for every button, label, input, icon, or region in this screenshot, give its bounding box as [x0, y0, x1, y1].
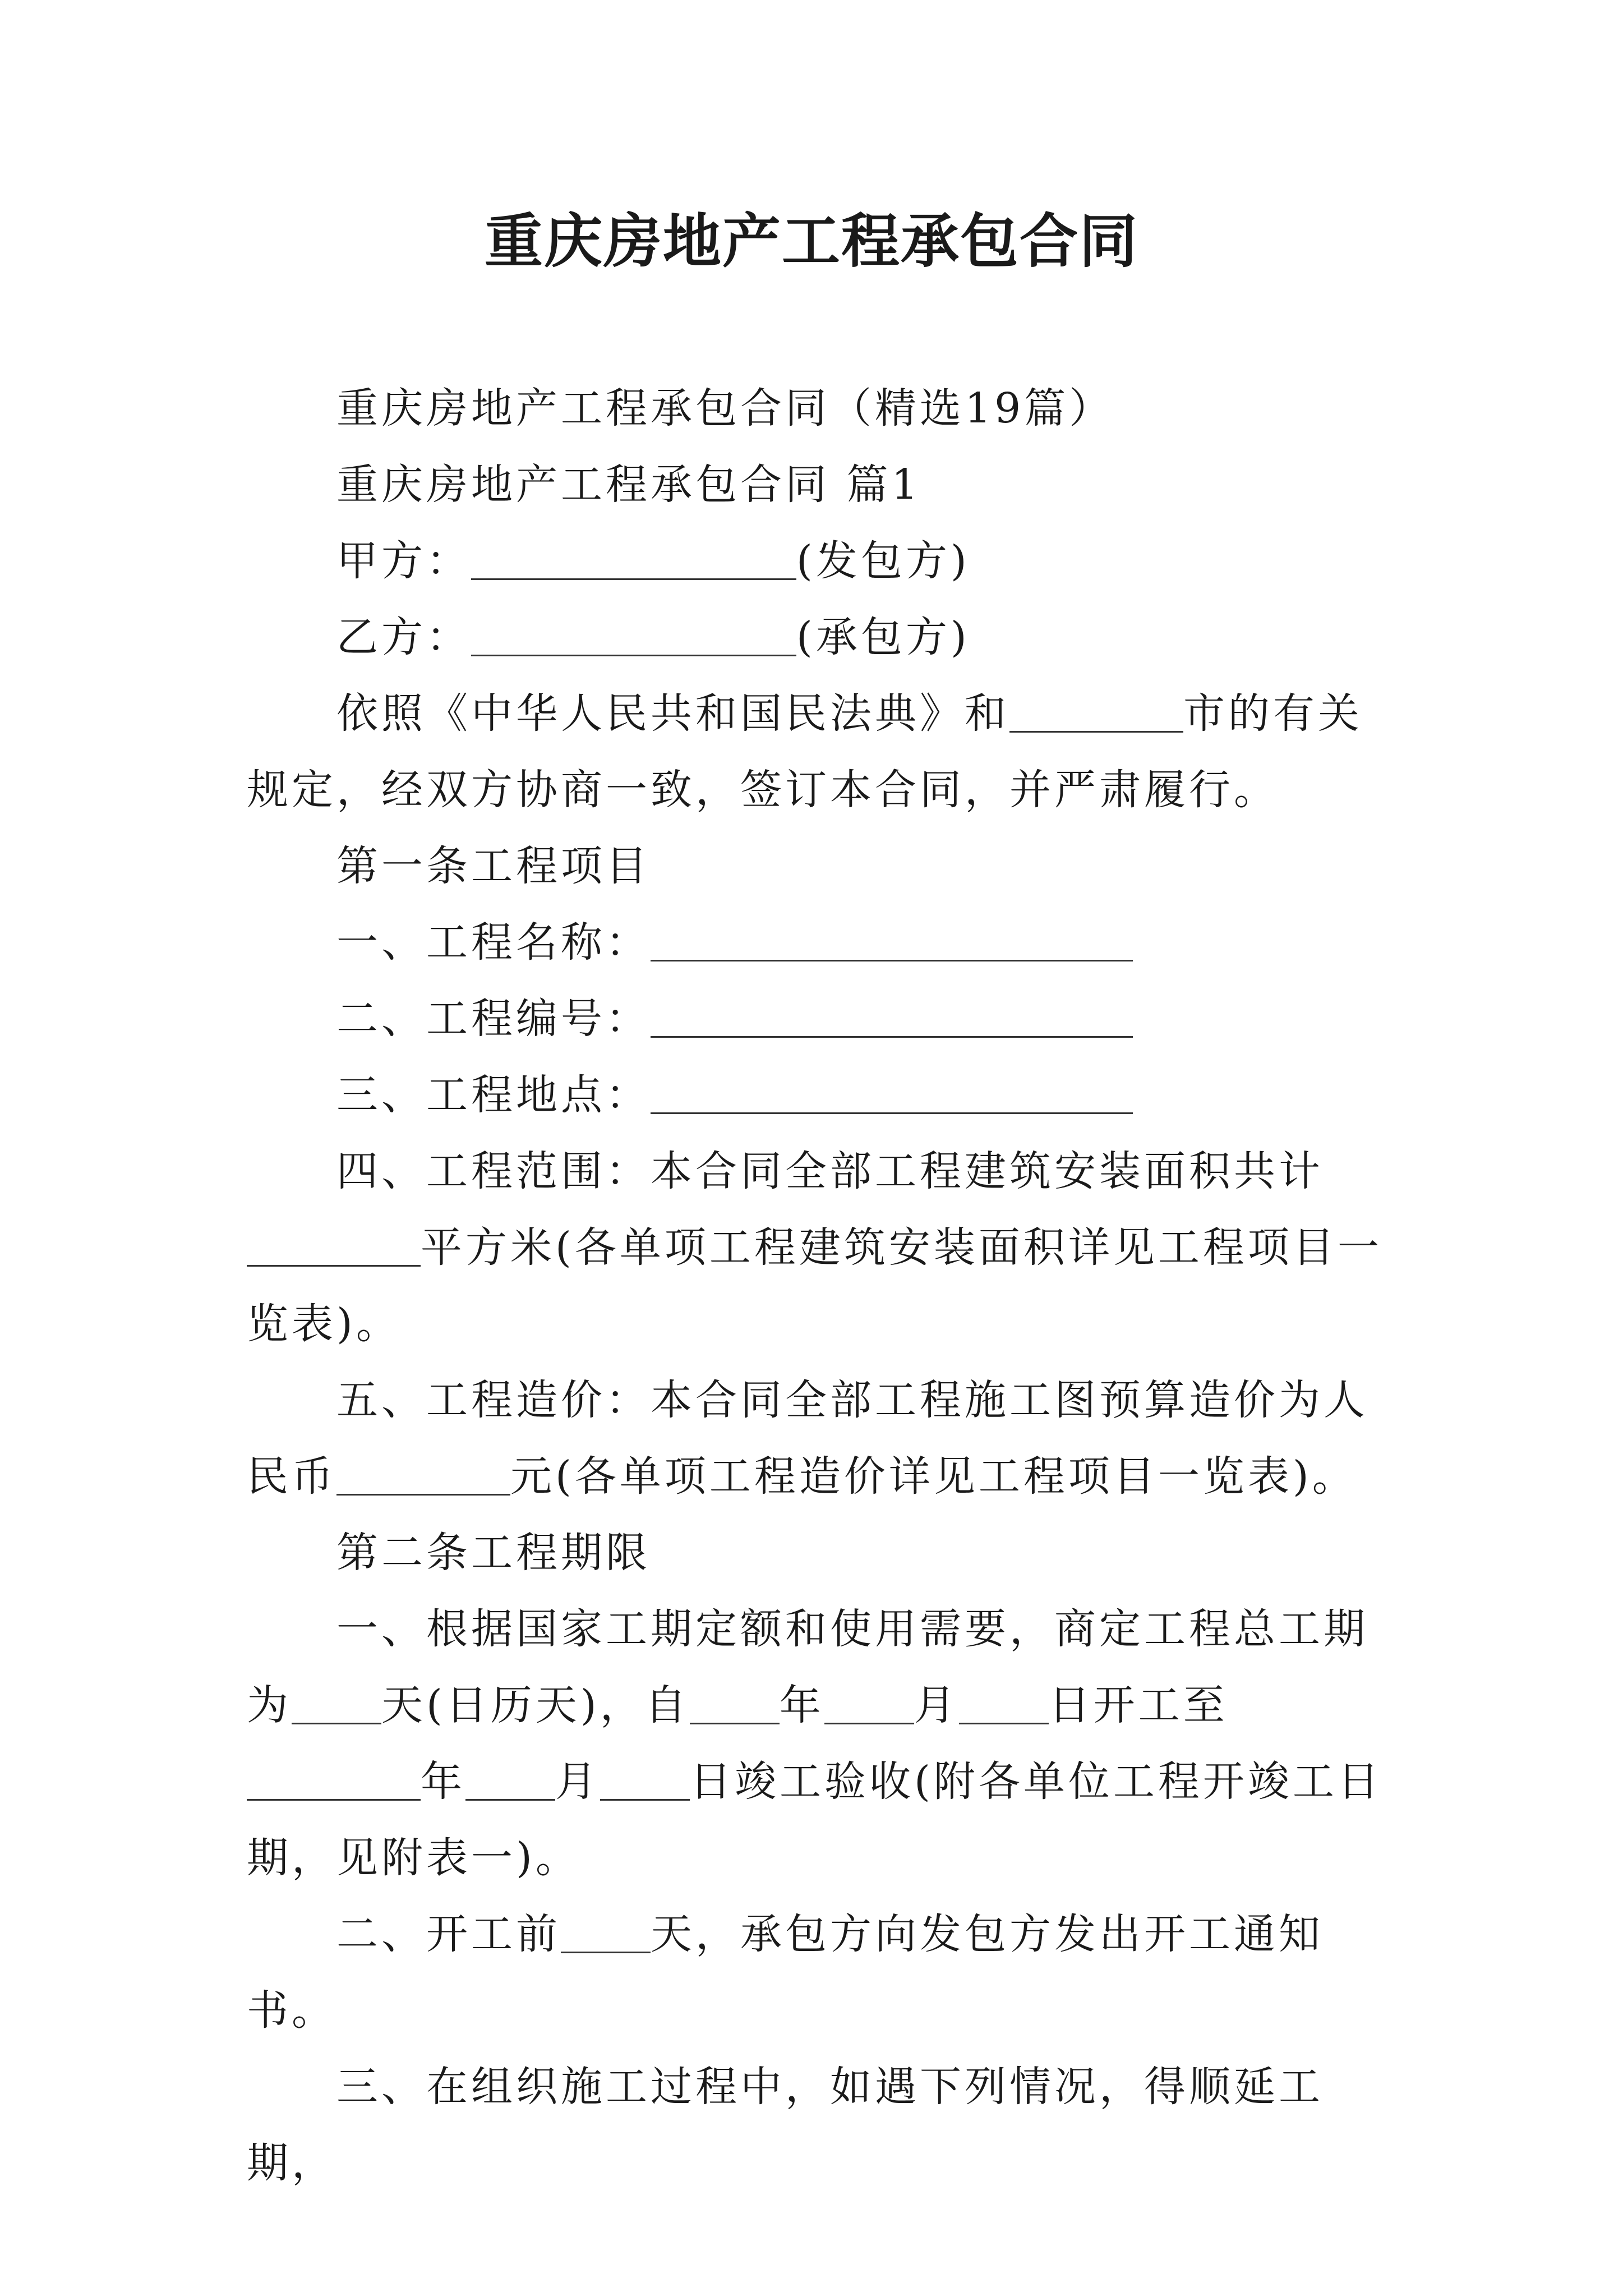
fill-in-blank[interactable]	[471, 539, 796, 580]
paragraph-item-cost	[247, 1362, 1385, 1515]
fill-in-blank[interactable]	[1009, 692, 1183, 733]
fill-in-blank[interactable]	[600, 1760, 690, 1801]
paragraph-item-scope	[247, 1133, 1385, 1362]
paragraph-text: 年	[421, 1757, 465, 1806]
document-body	[247, 370, 1385, 2201]
fill-in-blank[interactable]	[651, 997, 1133, 1038]
paragraph-art1: 第一条工程项目	[336, 842, 651, 890]
paragraph-party-b	[247, 599, 1385, 675]
paragraph-text: 一、工程名称：	[336, 918, 651, 967]
paragraph-text: 日竣工验收(附各单位工程开竣工日期，见附表一)。	[247, 1757, 1382, 1882]
paragraph-text: (发包方)	[796, 537, 970, 585]
fill-in-blank[interactable]	[471, 615, 796, 656]
fill-in-blank[interactable]	[651, 1073, 1133, 1114]
fill-in-blank[interactable]	[651, 921, 1133, 961]
paragraph-term-1	[247, 1591, 1385, 1896]
paragraph-text: 二、工程编号：	[336, 995, 651, 1043]
paragraph-text: 二、开工前	[336, 1910, 561, 1958]
paragraph-text: 天(日历天)，自	[381, 1681, 690, 1729]
paragraph-text: 依照《中华人民共和国民法典》和	[336, 689, 1009, 738]
paragraph-text: 市的有关规定，经双方协商一致，签订本合同，并严肃履行。	[247, 689, 1363, 814]
paragraph-term-2	[247, 1896, 1385, 2049]
paragraph-text: 月	[555, 1757, 600, 1806]
paragraph-text: 三、工程地点：	[336, 1071, 651, 1119]
fill-in-blank[interactable]	[465, 1760, 555, 1801]
paragraph-basis	[247, 675, 1385, 828]
paragraph-text: (承包方)	[796, 613, 970, 661]
paragraph-text: 乙方：	[336, 613, 471, 661]
paragraph-subtitle: 重庆房地产工程承包合同（精选19篇）	[336, 384, 1114, 432]
paragraph-term-3: 三、在组织施工过程中，如遇下列情况，得顺延工期，	[247, 2063, 1324, 2187]
paragraph-item-name	[247, 904, 1385, 981]
fill-in-blank[interactable]	[824, 1683, 914, 1724]
fill-in-blank[interactable]	[690, 1683, 780, 1724]
paragraph-text: 甲方：	[336, 537, 471, 585]
paragraph-item-number	[247, 981, 1385, 1057]
paragraph-text: 元(各单项工程造价详见工程项目一览表)。	[510, 1452, 1357, 1501]
document-title: 重庆房地产工程承包合同	[484, 207, 1138, 275]
fill-in-blank[interactable]	[247, 1760, 421, 1801]
paragraph-party-a	[247, 523, 1385, 599]
fill-in-blank[interactable]	[336, 1455, 510, 1496]
paragraph-text: 天，承包方向发包方发出开工通知书。	[247, 1910, 1324, 2035]
paragraph-text: 日开工至	[1048, 1681, 1228, 1729]
fill-in-blank[interactable]	[959, 1683, 1049, 1724]
paragraph-item-location	[247, 1057, 1385, 1133]
fill-in-blank[interactable]	[292, 1683, 381, 1724]
paragraph-text: 一、根据国家工期定额和使用需要，商定工程总工期为	[247, 1605, 1368, 1729]
fill-in-blank[interactable]	[247, 1226, 421, 1267]
paragraph-text: 月	[914, 1681, 959, 1729]
paragraph-text: 平方米(各单项工程建筑安装面积详见工程项目一览表)。	[247, 1223, 1382, 1348]
paragraph-part1: 重庆房地产工程承包合同 篇1	[336, 461, 921, 509]
paragraph-text: 五、工程造价：本合同全部工程施工图预算造价为人民币	[247, 1376, 1368, 1501]
paragraph-art2: 第二条工程期限	[336, 1529, 651, 1577]
paragraph-text: 四、工程范围：本合同全部工程建筑安装面积共计	[336, 1147, 1324, 1195]
fill-in-blank[interactable]	[561, 1912, 651, 1953]
paragraph-text: 年	[779, 1681, 824, 1729]
